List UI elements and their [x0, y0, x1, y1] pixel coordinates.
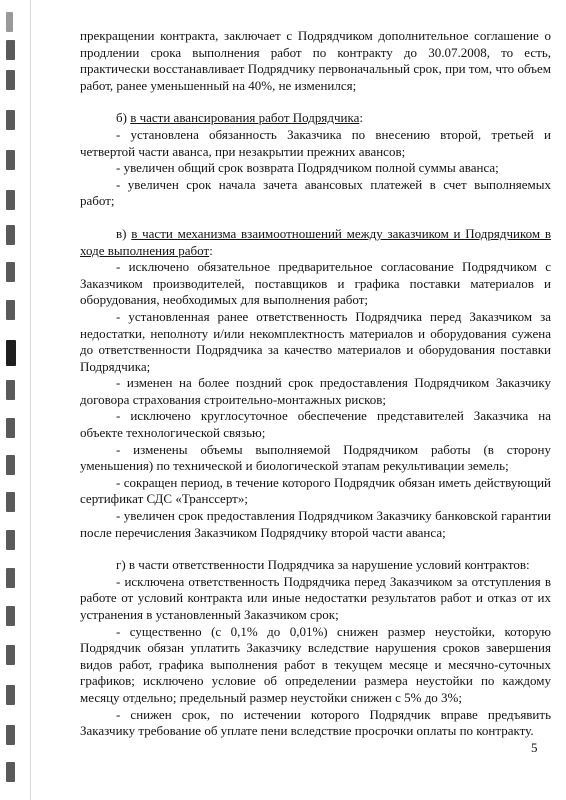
paragraph-continuation: прекращении контракта, заключает с Подрядчиком дополнительное соглашение о продлении срока выполнения работ по контракту до 30.07.2008, то есть, практически восстанавливает Подрядчику первоначальный срок, при том, что объем работ, ранее уменьшенный на 40%, не изменился; [80, 28, 551, 93]
list-item: - увеличен общий срок возврата Подрядчиком полной суммы аванса; [116, 160, 499, 176]
list-item: - сокращен период, в течение которого Подрядчик обязан иметь действующий сертификат СДС «Трансcерт»; [80, 474, 551, 507]
section-heading: б) в части авансирования работ Подрядчика: [116, 110, 364, 126]
list-item: - существенно (с 0,1% до 0,01%) снижен размер неустойки, которую Подрядчик обязан уплатить Заказчику вследствие нарушения сроков завершения видов работ, графика выполнения работ в текущем месяце и месячно-суточных графиков; исключено условие об определении размера неустойки по каждому месяцу отдельно; предельный размер неустойки снижен с 5% до 3%; [80, 623, 551, 705]
binding-hole [6, 418, 15, 438]
section-heading: в) в части механизма взаимоотношений между заказчиком и Подрядчиком в ходе выполнения работ: [80, 225, 551, 258]
list-item: - исключено обязательное предварительное согласование Подрядчиком с Заказчиком производителей, поставщиков и графика поставки материалов и оборудования, необходимых для выполнения работ; [80, 259, 551, 308]
list-item: - исключено круглосуточное обеспечение представителей Заказчика на объекте технологической связью; [80, 408, 551, 441]
binding-hole [6, 645, 15, 665]
binding-hole [6, 12, 13, 32]
binding-hole [6, 606, 15, 626]
binding-hole [6, 380, 15, 400]
section-v [80, 226, 551, 541]
binding-hole [6, 530, 15, 550]
binding-hole [6, 40, 15, 60]
page-number: 5 [531, 740, 538, 755]
binding-hole [6, 110, 15, 130]
binding-hole [6, 190, 15, 210]
spacer [80, 210, 551, 226]
section-title: в части авансирования работ Подрядчика [130, 110, 360, 126]
section-letter: в) [116, 225, 132, 241]
list-item: - увеличен срок начала зачета авансовых платежей в счет выполняемых работ; [80, 176, 551, 209]
binding-hole [6, 150, 15, 170]
binding-hole [6, 455, 15, 475]
binding-edge [0, 0, 28, 800]
list-item: - установленная ранее ответственность Подрядчика перед Заказчиком за недостатки, неполноту и/или некомплектность материалов и оборудования сужена до ответственности Подрядчика за качество материалов и оборудования поставки Подрядчика; [80, 308, 551, 374]
section-letter: б) [116, 110, 131, 126]
binding-hole [6, 262, 15, 282]
binding-hole [6, 685, 15, 705]
list-item: - изменены объемы выполняемой Подрядчиком работы (в сторону уменьшения) по технической и биологической этапам рекультивации земель; [80, 441, 551, 474]
margin-line [30, 0, 31, 800]
binding-hole [6, 725, 15, 745]
binding-hole [6, 300, 15, 320]
binding-hole [6, 762, 15, 782]
spacer [80, 94, 551, 110]
list-item: - изменен на более поздний срок предоставления Подрядчиком Заказчику договора страхования строительно-монтажных рисков; [80, 375, 551, 407]
binding-hole [6, 340, 16, 366]
binding-hole [6, 568, 15, 588]
section-title: в части механизма взаимоотношений между заказчиком и Подрядчиком в ходе выполнения работ [80, 225, 551, 258]
section-b [80, 110, 551, 210]
list-item: - увеличен срок предоставления Подрядчиком Заказчику банковской гарантии после перечисления Заказчиком Подрядчику второй части аванса; [80, 508, 551, 540]
list-item: - исключена ответственность Подрядчика перед Заказчиком за отступления в работе от условий контракта или иные недостатки результатов работ и отказ от их устранения в установленный Заказчиком срок; [80, 573, 551, 622]
section-g [80, 557, 551, 740]
list-item: - установлена обязанность Заказчика по внесению второй, третьей и четвертой части аванса, при незакрытии прежних авансов; [80, 126, 551, 159]
section-heading: г) в части ответственности Подрядчика за нарушение условий контрактов: [116, 557, 530, 573]
binding-hole [6, 492, 15, 512]
list-item: - снижен срок, по истечении которого Подрядчик вправе предъявить Заказчику требование об уплате пени вследствие просрочки оплаты по контракту. [80, 706, 551, 739]
binding-hole [6, 225, 15, 245]
binding-hole [6, 70, 15, 90]
spacer [80, 541, 551, 557]
document-page [80, 28, 551, 740]
